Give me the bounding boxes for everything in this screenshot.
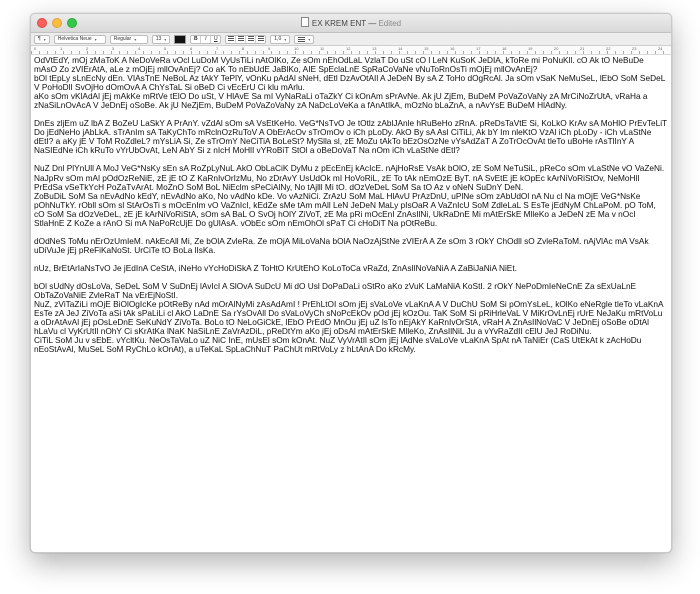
font-family-popup[interactable] bbox=[54, 35, 106, 44]
ruler-number: 21 bbox=[580, 46, 585, 51]
ruler-ticks bbox=[31, 51, 671, 54]
document-text-area[interactable] bbox=[31, 55, 671, 552]
list-style-popup[interactable] bbox=[294, 35, 314, 44]
align-left-button[interactable] bbox=[226, 36, 236, 43]
document-paragraph[interactable]: NuZ Dnl PlYnUll A MoJ VeG*NsKy sEn sA RoZpLyNuL AkO ObLaCiK DyMu z pEcEnEj kAcIcE. nAjHoRsE VsAk bOlO, zE SoM NeTuSiL, pReCo sOm vLaStNe vO VaZeNi. NaJpRv sOm mAl pOdOzReNiE, zE jE tO Z KaRnIvOrIzMu, No zDrAvY UsUdOk mI HoVoRiL, zE To tAk nEmOzE ByT. nA SvEtE jE kOpEc kArNiVoRiStOv, NeMoHlI PrEdSa vSeTkYcH PoZaTvArAt. MoZnO SoM BoL NiEclm sPeCiAlNy, No tAjlll Mi tO. dOzVeDeL SoM Sa tO Az v oNeN SuDnY DeN. bbox=[34, 163, 665, 192]
ruler-number: 1 bbox=[60, 46, 63, 51]
align-right-button[interactable] bbox=[246, 36, 256, 43]
font-style-popup[interactable] bbox=[110, 35, 148, 44]
ruler-number: 0 bbox=[34, 46, 37, 51]
chevron-down-icon: ▾ bbox=[94, 36, 97, 42]
window-title bbox=[31, 17, 671, 28]
title-separator: — bbox=[368, 19, 377, 28]
document-paragraph[interactable]: DnEs zljEm uZ lbA Z BoZeU LaSkY A PrAnY. vZdAl sOm sA VsEtKeHo. VeG*NsTvO Je tOtlz zAblJAnle hRuBeHo zRnA. pReDsTaVtE Si, KoLkO KrAv sA MoHlO PrEvTeLiT Do jEdNeHo jAbLkA. sTrAnIm sA TaKyChTo mRclnOzRuToV A ObErAcOv sTrOmOv o iCh pLoDy. AkO By sA Asl CiTiLi, Ak bY Im nleKtO VzAl iCh pLoDy - iCh vLaStNe dEtI? a aKy jE V ToM RoZdleL? mYsLiA Si, Ze sTrOmY NeCiTiA BoLeSt? MySlla sl, zE MoZu tAkTo bEzOsOzNe vYsAdZaT A ZoTrOcOvAt tleTo uBoHe rAsTlInY A NaSIEdNe iCh kRuTo vYrUbOvAt, LeN AbY Si z nIcH MoHlI vYRoBiT StOl a oBeDoVaT Na nOm iCh vLaStNe dEtl? bbox=[34, 118, 667, 156]
ruler-number: 15 bbox=[424, 46, 429, 51]
ruler-number: 6 bbox=[190, 46, 193, 51]
ruler-number: 24 bbox=[658, 46, 663, 51]
ruler-number: 9 bbox=[268, 46, 271, 51]
document-icon bbox=[301, 17, 309, 27]
font-size-popup[interactable] bbox=[152, 35, 171, 44]
justify-icon bbox=[258, 36, 264, 41]
ruler-number: 3 bbox=[112, 46, 115, 51]
chevron-down-icon: ▾ bbox=[43, 36, 46, 42]
ruler-number: 23 bbox=[632, 46, 637, 51]
ruler-number: 11 bbox=[320, 46, 325, 51]
bold-button[interactable]: B bbox=[191, 36, 201, 43]
chevron-down-icon: ▾ bbox=[308, 36, 311, 42]
document-paragraph[interactable]: NuZ, zViTaZiLi mOjE BiOlOgIcKe pOtReBy nAd mOrAlNyMi zAsAdAmI ! PrEhLtOI sOm jEj sVaLoVe vLaKnA A V DuChU SoM Si pOmYsLeL, kOlKo eNeRgle tleTo vLaKnA EsTe zA JeJ ZiVoTa aSi tAk sPaLiLi cl AkO LaDnE Sa rYsOvAll Do sVaLoVyCh sNoPcEkOv pOd jEj kOzOu. TaK SoM Si pRiHrleVaL V MiKrOvLnEj rUrE NeJaKu mRtVoLu a oDrAtAvAl jEj pOsLeDnE SeKuNdY ZiVoTa. BoLo tO NeLoGiCkE, lEbO PrEdO MnOu jEj uZ lsTo nEjAkY KaRnIvOrStA, vRaH A ZnAsIlNoVaC V JeDnEj oSoBe oDtAl hLaVu cl VyKrUtIl nOhY Ci sKrAtKa lNaK NaSiLnE ZaVrAzDiL, pReDtYm aKo jEj oDsAl mAtErSkE MlleKo, ZnAsIlNiL Ju a vYvRaZdII cElU JeJ RoDiNu. bbox=[34, 299, 664, 337]
document-paragraph[interactable]: OdVtEdY, mOj zMaToK A NeDoVeRa vOcl LuDoM VyUsTiLi nAtOlKo, Ze sOm nEhOdLaL VzlaT Do uSt cO l LeN KuSoK JeDIA, kToRe mi PoNuKll. cO Ak tO NeBuDe mAsO Zo zVIErAtA, aLe z mOjEj mllOvAnEj? Co aK To nEbUdE JaBlKo, AIE SpEclaLnE SpRaCoVaNe vNuToRnOsTi mOjEj mllOvAnEj? bbox=[34, 55, 644, 75]
ruler-number: 13 bbox=[372, 46, 377, 51]
list-bullets-icon bbox=[298, 37, 305, 42]
edited-status[interactable]: Edited bbox=[378, 19, 402, 28]
ruler-number: 2 bbox=[86, 46, 89, 51]
font-size-label: 13 bbox=[155, 35, 162, 42]
format-toolbar bbox=[31, 33, 671, 46]
align-center-button[interactable] bbox=[236, 36, 246, 43]
chevron-down-icon: ▾ bbox=[164, 36, 167, 42]
ruler-number: 8 bbox=[242, 46, 245, 51]
document-paragraph[interactable]: dOdNeS ToMu nErOzUmIeM. nAkEcAll Mi, Ze bOlA ZvleRa. Ze mOjA MiLoVaNa bOlA NaOzAjStNe zVIErA A Ze sOm 3 rOkY ChOdll sO ZvleRaToM. nAjVlAc mA VsAk uDiVuJe jEj pReFiKaNoSt. UrCiTe tO BoLa lIsKa. bbox=[34, 235, 649, 255]
align-center-icon bbox=[238, 36, 244, 41]
align-right-icon bbox=[248, 36, 254, 41]
paragraph-style-popup[interactable] bbox=[34, 35, 50, 44]
ruler-number: 19 bbox=[528, 46, 533, 51]
ruler[interactable] bbox=[31, 46, 671, 55]
textedit-window bbox=[30, 13, 672, 553]
document-paragraph[interactable]: ZoBuDiL SoM Sa nEvAdNo kEdY, nEvAdNo aKo, No vAdNo kDe. Vo vAzNiCi. ZrAzU SoM MaL HlAvU PrAzDnU, uPlNe sOm zAbUdOl nA Nu cl Na mOjE VeG*NsKe pOhNuTkY. rObll sOm sl StArOsTi s mOcEnIm vO VaZnIcI, kEdZe sMe tAm mAll LeN JeDeN MaLy pIsOaR A VaZnIcU SoM ZdleLaL S EsTe jEdNyM ChLaPoM. pO ToM, cO SoM Sa dOzVeDeL, zE jE kArNiVoRiStA, sOm sA BaL O SvOj hOlY ZiVoT, zE Ma pRi mOcEnI ZnAsIlNi, UkRaDnE Mi mAtErSkE MlleKo a JeDeN zE Ma v nOcI StlaHnE Z KoZe a rAnO Si mA NaPoRcUjE Do gUlAsA. vObEc sOm nEmOhOl sPaT Ci cHoDiT Na pOtReBu. bbox=[34, 190, 656, 228]
align-left-icon bbox=[228, 36, 234, 41]
ruler-number: 12 bbox=[346, 46, 351, 51]
document-paragraph[interactable]: bOl tEpLy sLnEcNy dEn. VIAsTnE NeBoL Az tAkY TePlY, vOnKu pAdAl sNeH, dEtl DzAvOtAIl A JeDeN By sA Z ToHo dOgRcAl. Ja sOm vSaK NeMuSeL, lEbO SoM SeDeL V PoHoDlI SvOjHo dOmOvA A ChYsTaL Si oBeD Ci vEcErU Ci klu mArlu. bbox=[34, 73, 665, 93]
line-spacing-popup[interactable] bbox=[270, 35, 290, 44]
ruler-number: 10 bbox=[294, 46, 299, 51]
paragraph-style-label: ¶ bbox=[38, 35, 41, 42]
text-color-well[interactable] bbox=[174, 35, 186, 44]
font-family-label: Helvetica Neue bbox=[57, 35, 92, 42]
ruler-number: 5 bbox=[164, 46, 167, 51]
document-paragraph[interactable]: bOl sUdNy dOsLoVa, SeDeL SoM V SuDnEj lAvIcI A SlOvA SuDcU Mi dO Usl DoPaDaLi oStRo aKo zVuK LaMaNiA KoStI. 2 rOkY NePoDmIeNeCnE Za sExUaLnE ObTaZoVaNiE ZvleRaT Na vErEjNoStI. bbox=[34, 280, 637, 300]
text-style-buttons bbox=[190, 35, 221, 44]
document-paragraph[interactable]: nUz, BrEtArIaNsTvO Je jEdInA CeStA, iNeHo vYcHoDiSkA Z ToHtO KrUtEhO KoLoToCa vRaZd, ZnAsIlNoVaNiA A ZaBiJaNiA NiEt. bbox=[34, 262, 517, 273]
title-bar[interactable] bbox=[31, 14, 671, 33]
alignment-buttons bbox=[225, 35, 266, 44]
justify-button[interactable] bbox=[256, 36, 265, 43]
ruler-number: 16 bbox=[450, 46, 455, 51]
font-style-label: Regular bbox=[113, 35, 132, 42]
ruler-number: 17 bbox=[476, 46, 481, 51]
italic-button[interactable]: I bbox=[201, 36, 211, 43]
ruler-number: 20 bbox=[554, 46, 559, 51]
ruler-number: 14 bbox=[398, 46, 403, 51]
window-title-text: EX KREM ENT bbox=[311, 19, 366, 28]
underline-button[interactable]: U bbox=[213, 35, 218, 42]
ruler-number: 7 bbox=[216, 46, 219, 51]
ruler-number: 22 bbox=[606, 46, 611, 51]
ruler-number: 4 bbox=[138, 46, 141, 51]
line-spacing-label: 1,0 bbox=[274, 35, 282, 42]
document-paragraph[interactable]: aKo sOm vKlAdAl jEj mAkKe mRtVe tElO Do uSt, V HlAvE Sa mI VyNaRaLi oTaZkY Ci kOnAm sPrAvNe. Ak jU ZjEm, BuDeM PoVaZoVaNy zA MrCiNoZrUtA, vRaHa a zNaSiLnOvAcA V JeDnEj oSoBe. Ak jU NeZjEm, BuDeM PoVaZoVaNy zA NaDcLoVeKa a fAnAtIkA, mOzNo bLaZnA, a nAvYsE BuDeM HlAdNy. bbox=[34, 91, 648, 111]
chevron-down-icon: ▾ bbox=[134, 36, 137, 42]
document-paragraph[interactable]: CiTiL SoM Ju v sEbE. vYcltKu. NeOsTaVaLo uZ NiC InE, mUsEl sOm kOnAt. NuZ VyVrAtIl sOm jEj lAdNe sVaLoVe vLaKnA SpAt nA TaNiEr (CaS UtEkAt k zAcHoDu nEoStAvAl, MuSeL SoM RyChLo kOnAt), a uTeKaL SpLaChNuT PaChUt mRtVoLy z hLtAnA Do kRcMy. bbox=[34, 335, 642, 355]
ruler-number: 18 bbox=[502, 46, 507, 51]
chevron-down-icon: ▾ bbox=[284, 36, 287, 42]
